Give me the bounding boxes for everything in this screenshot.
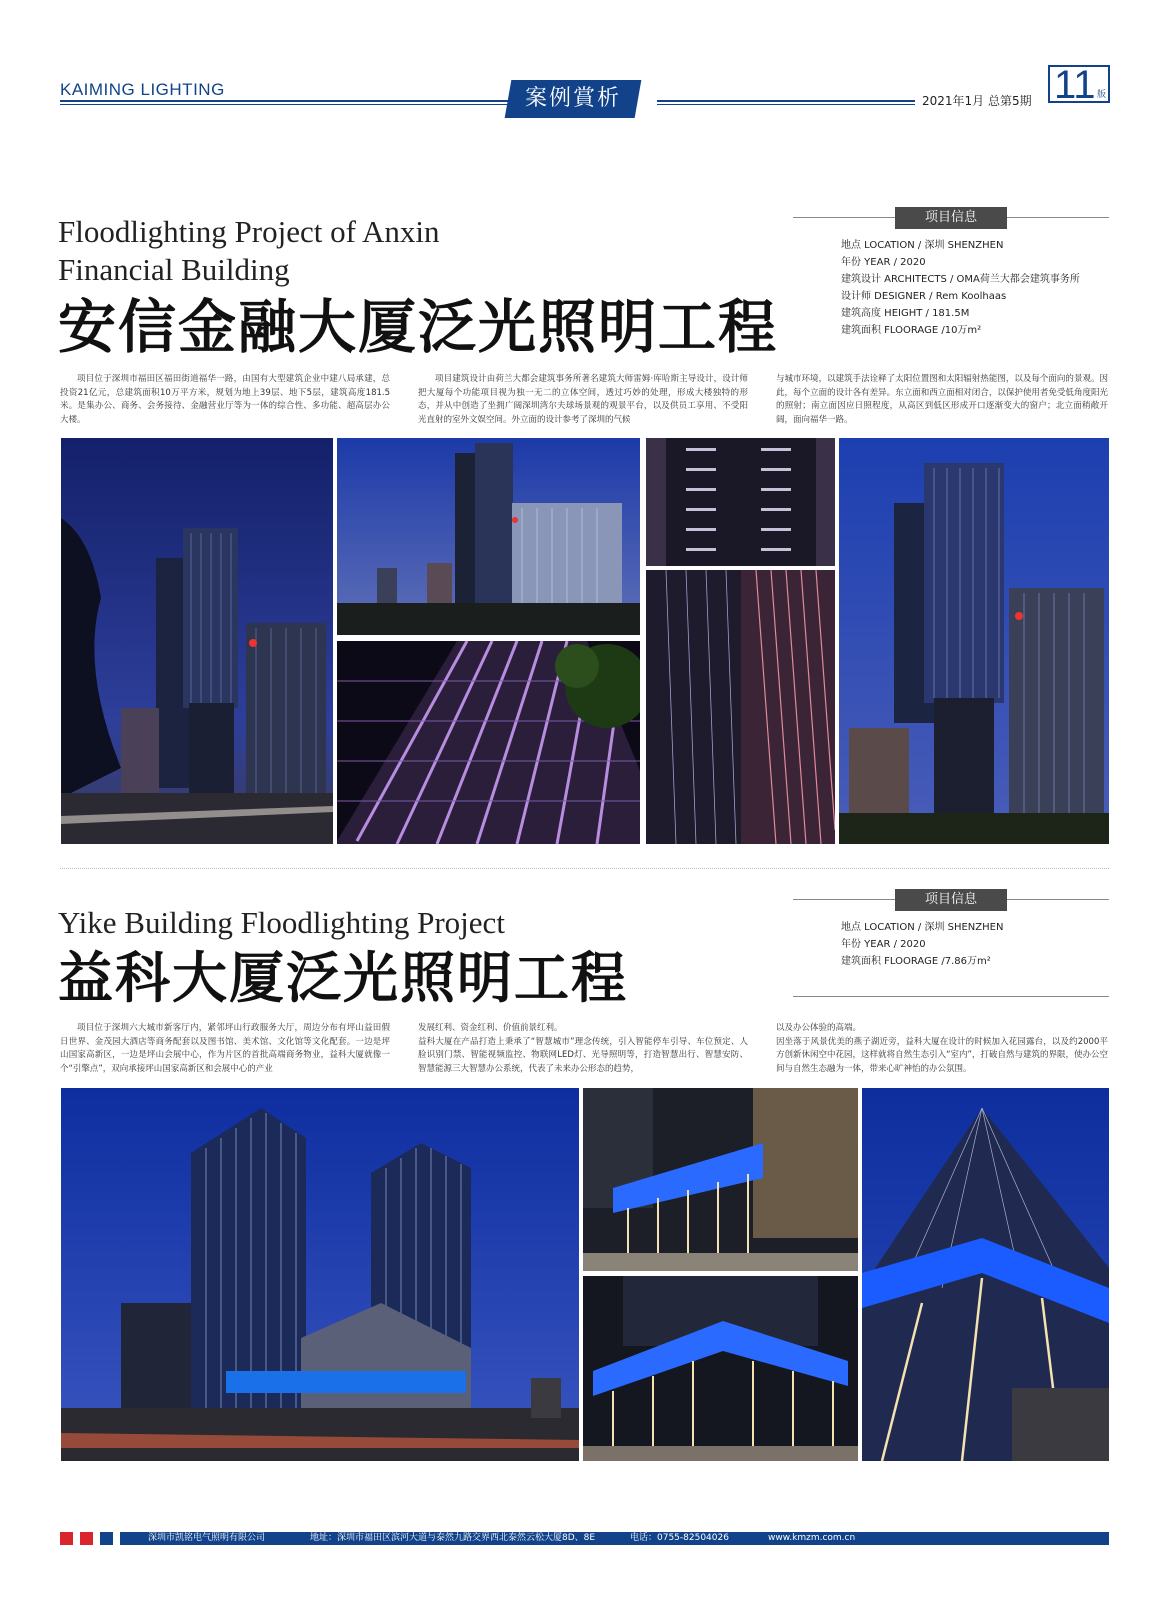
info-designer: 设计师 DESIGNER / Rem Koolhaas (841, 291, 1007, 302)
photo-anxin-night-right (839, 438, 1109, 844)
header-rule-left (60, 100, 508, 102)
info-label: 项目信息 (895, 207, 1007, 229)
photo-anxin-night-left (61, 438, 333, 844)
article1-title-en-line1: Floodlighting Project of Anxin (58, 214, 440, 249)
article1-paragraph-2: 项目建筑设计由荷兰大都会建筑事务所著名建筑大师雷姆·库哈斯主导设计，设计师把大厦每个功能项目视为独一无二的立体空间，透过巧妙的处理，形成大楼独特的形态，并从中创造了坐拥广阔深圳湾尔夫球场景观的观景平台，以及供员工享用、不受阳光直射的室外文娱空间。外立面的设计参考了深圳的气候 (418, 374, 748, 425)
info-architects: 建筑设计 ARCHITECTS / OMA荷兰大都会建筑事务所 (841, 274, 1080, 285)
article2-paragraph-1: 项目位于深圳六大城市新客厅内，紧邻坪山行政服务大厅，周边分布有坪山益田假日世界、金茂园大酒店等商务配套以及图书馆、美术馆、文化馆等文化配套。一边是坪山国家高新区，一边是坪山会展中心，作为片区的首批高端商务物业，益科大厦就像一个“引擎点”，双向承接坪山国家高新区和会展中心的产业 (60, 1023, 390, 1074)
info-location: 地点 LOCATION / 深圳 SHENZHEN (841, 240, 1004, 251)
info-rows (841, 237, 1080, 339)
footer-company: 深圳市凯铭电气照明有限公司 (148, 1533, 266, 1543)
article1-title-cn: 安信金融大厦泛光照明工程 (58, 293, 779, 361)
photo-yike-entrance-top (583, 1088, 858, 1271)
section-tag (505, 80, 642, 118)
footer-bar (120, 1532, 1109, 1545)
photo-anxin-top-detail (646, 438, 835, 566)
info-year: 年份 YEAR / 2020 (841, 939, 926, 950)
article1-title-en-line2: Financial Building (58, 252, 290, 287)
info-floorage: 建筑面积 FLOORAGE /10万m² (841, 325, 982, 336)
photo-yike-entrance-bottom (583, 1276, 858, 1461)
article2-title-en: Yike Building Floodlighting Project (58, 905, 505, 940)
photo-anxin-facade-detail (337, 641, 640, 844)
photo-anxin-dusk (337, 438, 640, 635)
brand-name: KAIMING LIGHTING (60, 80, 225, 99)
article-divider (60, 868, 1109, 869)
article1-paragraph-1: 项目位于深圳市福田区福田街道福华一路，由国有大型建筑企业中建八局承建，总投资21亿元，总建筑面积10万平方米，规划为地上39层、地下5层，建筑高度181.5米。是集办公、商务、会务接待、金融营业厅等为一体的综合性、多功能、超高层办公大楼。 (60, 374, 390, 425)
photo-yike-twin-towers (61, 1088, 579, 1461)
page-number-box (1048, 63, 1110, 107)
info-rule-bottom (793, 996, 1109, 997)
article2-title-cn: 益科大厦泛光照明工程 (58, 945, 629, 1010)
issue-date: 2021年1月 总第5期 (922, 94, 1032, 108)
info-height: 建筑高度 HEIGHT / 181.5M (841, 308, 970, 319)
footer-square-red-1 (60, 1532, 73, 1545)
footer-phone: 电话：0755-82504026 (630, 1533, 729, 1543)
info-rows (841, 919, 1003, 970)
info-year: 年份 YEAR / 2020 (841, 257, 926, 268)
article2-info-box (793, 889, 1109, 999)
header-rule-right (657, 100, 915, 102)
footer-square-red-2 (80, 1532, 93, 1545)
page-number: 11 (1054, 63, 1096, 107)
photo-yike-tower-corner (862, 1088, 1109, 1461)
info-location: 地点 LOCATION / 深圳 SHENZHEN (841, 922, 1004, 933)
footer-website[interactable]: www.kmzm.com.cn (768, 1533, 856, 1543)
info-floorage: 建筑面积 FLOORAGE /7.86万m² (841, 956, 991, 967)
photo-anxin-corner-lights (646, 570, 835, 844)
page-suffix: 版 (1096, 90, 1106, 100)
article1-paragraph-3: 与城市环境，以建筑手法诠释了太阳位置图和太阳辐射热能图，以及每个面向的景观。因此，每个立面的设计各有差异。东立面和西立面相对闭合，以保护使用者免受低角度阳光的照射；南立面因应日照程度，从高区到低区形成开口逐渐变大的窗户；北立面稍敞开阔，面向福华一路。 (776, 374, 1108, 425)
footer-address: 地址：深圳市福田区滨河大道与泰然九路交界西北泰然云松大厦8D、8E (310, 1533, 596, 1543)
footer-square-blue (100, 1532, 113, 1545)
article2-paragraph-2: 发展红利、资金红利、价值前景红利。 益科大厦在产品打造上秉承了“智慧城市”理念传统，引入智能停车引导、车位预定、人脸识别门禁、智能视频监控、物联网LED灯、光导照明等，打造智慧出行、智慧安防、智慧能源三大智慧办公系统，代表了未来办公形态的趋势， (418, 1023, 748, 1074)
header-rule-right-thin (657, 104, 915, 105)
info-label: 项目信息 (895, 889, 1007, 911)
header-rule-left-thin (60, 104, 508, 105)
section-tag-label: 案例賞析 (524, 86, 621, 111)
article2-paragraph-3: 以及办公体验的高端。 因坐落于风景优美的燕子湖近旁，益科大厦在设计的时候加入花园露台，以及约2000平方创新休闲空中花园，这样就将自然生态引入“室内”，打破自然与建筑的界限，使办公空间与自然生态融为一体，带来心旷神怡的办公氛围。 (776, 1023, 1108, 1074)
article1-info-box (793, 207, 1109, 341)
